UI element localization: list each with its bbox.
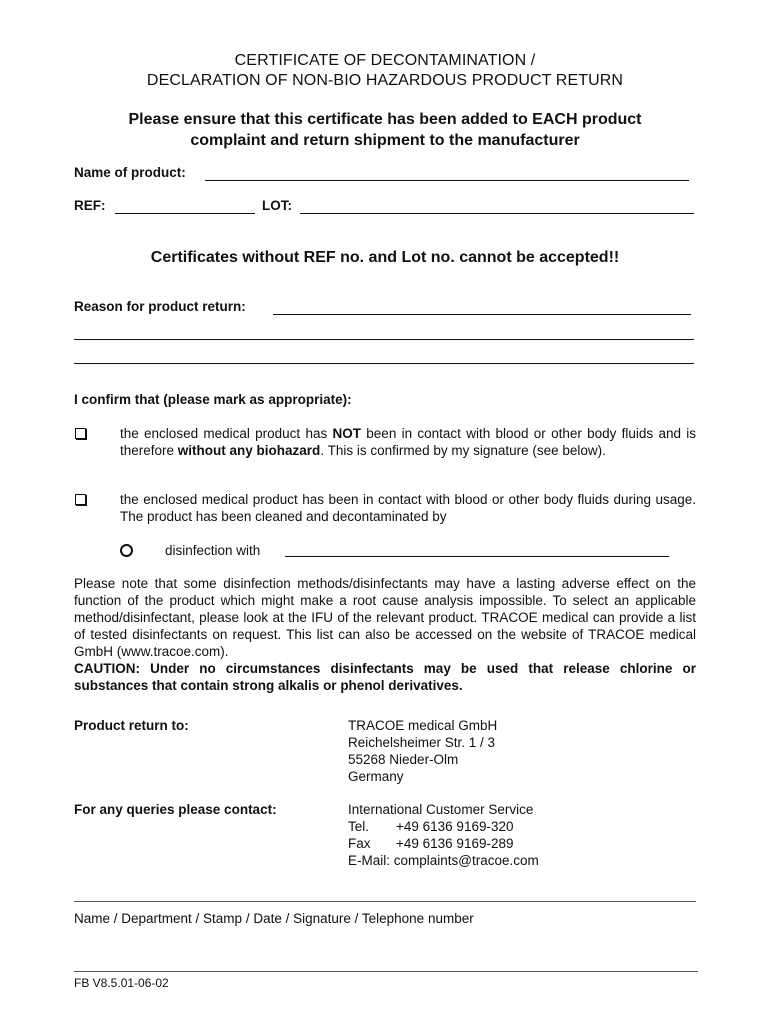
- lot-label: LOT:: [262, 198, 292, 213]
- product-return-label: Product return to:: [74, 718, 189, 733]
- document-title-line1: CERTIFICATE OF DECONTAMINATION /: [234, 52, 536, 69]
- fax-value: +49 6136 9169-289: [396, 836, 514, 851]
- disinfection-label: disinfection with: [165, 543, 261, 558]
- decontaminated-option-text: the enclosed medical product has been in contact with blood or other body fluids during usage. The product has been cleaned and decontaminated by: [120, 492, 696, 524]
- form-code: FB V8.5.01-06-02: [74, 976, 169, 990]
- decontaminated-checkbox[interactable]: [75, 494, 86, 505]
- subtitle-line1: Please ensure that this certificate has been added to EACH product: [128, 111, 642, 128]
- option1-not: NOT: [332, 426, 362, 441]
- signature-line[interactable]: [74, 901, 696, 902]
- disinfection-radio[interactable]: [120, 544, 133, 557]
- name-of-product-field[interactable]: [205, 180, 689, 181]
- contact-details: [348, 801, 539, 869]
- contact-fax: [348, 835, 539, 852]
- option1-text-a: the enclosed medical product has: [120, 426, 333, 441]
- caution-text: CAUTION: Under no circumstances disinfectants may be used that release chlorine or substances that contain strong alkalis or phenol derivatives.: [74, 661, 696, 693]
- return-address-country: Germany: [348, 769, 404, 784]
- document-subtitle: [60, 109, 710, 151]
- note-text: Please note that some disinfection methods/disinfectants may have a lasting adverse effect on the function of the product which might make a root cause analysis impossible. To select an applicable method/disinfectant, please look at the IFU of the relevant product. TRACOE medical can provide a list of tested disinfectants on request. This list can also be accessed on the website of TRACOE medical GmbH (www.tracoe.com).: [74, 576, 696, 659]
- option1-text-c: . This is confirmed by my signature (see below).: [320, 443, 606, 458]
- tel-value: +49 6136 9169-320: [396, 819, 514, 834]
- ref-lot-warning: Certificates without REF no. and Lot no. cannot be accepted!!: [150, 249, 620, 266]
- name-of-product-label: Name of product:: [74, 165, 186, 180]
- confirm-heading: I confirm that (please mark as appropriate):: [74, 392, 352, 407]
- return-address: [348, 717, 497, 785]
- reason-field-line3[interactable]: [74, 363, 694, 364]
- return-address-street: Reichelsheimer Str. 1 / 3: [348, 735, 496, 750]
- no-biohazard-checkbox[interactable]: [75, 428, 86, 439]
- reason-label: Reason for product return:: [74, 299, 246, 314]
- contact-email: E-Mail: complaints@tracoe.com: [348, 853, 539, 868]
- contact-label: For any queries please contact:: [74, 802, 277, 817]
- tel-label: Tel.: [348, 819, 370, 834]
- lot-field[interactable]: [300, 213, 694, 214]
- disinfectant-note: [74, 575, 696, 694]
- contact-service: International Customer Service: [348, 802, 534, 817]
- ref-field[interactable]: [115, 213, 255, 214]
- reason-field[interactable]: [273, 314, 691, 315]
- disinfection-field[interactable]: [285, 556, 669, 557]
- contact-tel: [348, 818, 539, 835]
- subtitle-line2: complaint and return shipment to the manufacturer: [190, 132, 580, 149]
- no-biohazard-option-text: [120, 425, 696, 459]
- document-title-line2: DECLARATION OF NON-BIO HAZARDOUS PRODUCT RETURN: [146, 72, 624, 89]
- footer-divider: [74, 971, 698, 972]
- signature-caption: Name / Department / Stamp / Date / Signature / Telephone number: [74, 911, 474, 926]
- return-address-city: 55268 Nieder-Olm: [348, 752, 459, 767]
- reason-field-line2[interactable]: [74, 339, 694, 340]
- option1-text-b: been in contact with blood or other body fluids and is therefore: [120, 426, 697, 458]
- ref-label: REF:: [74, 198, 106, 213]
- option1-bold: without any biohazard: [177, 443, 321, 458]
- fax-label: Fax: [348, 836, 371, 851]
- return-address-company: TRACOE medical GmbH: [348, 718, 498, 733]
